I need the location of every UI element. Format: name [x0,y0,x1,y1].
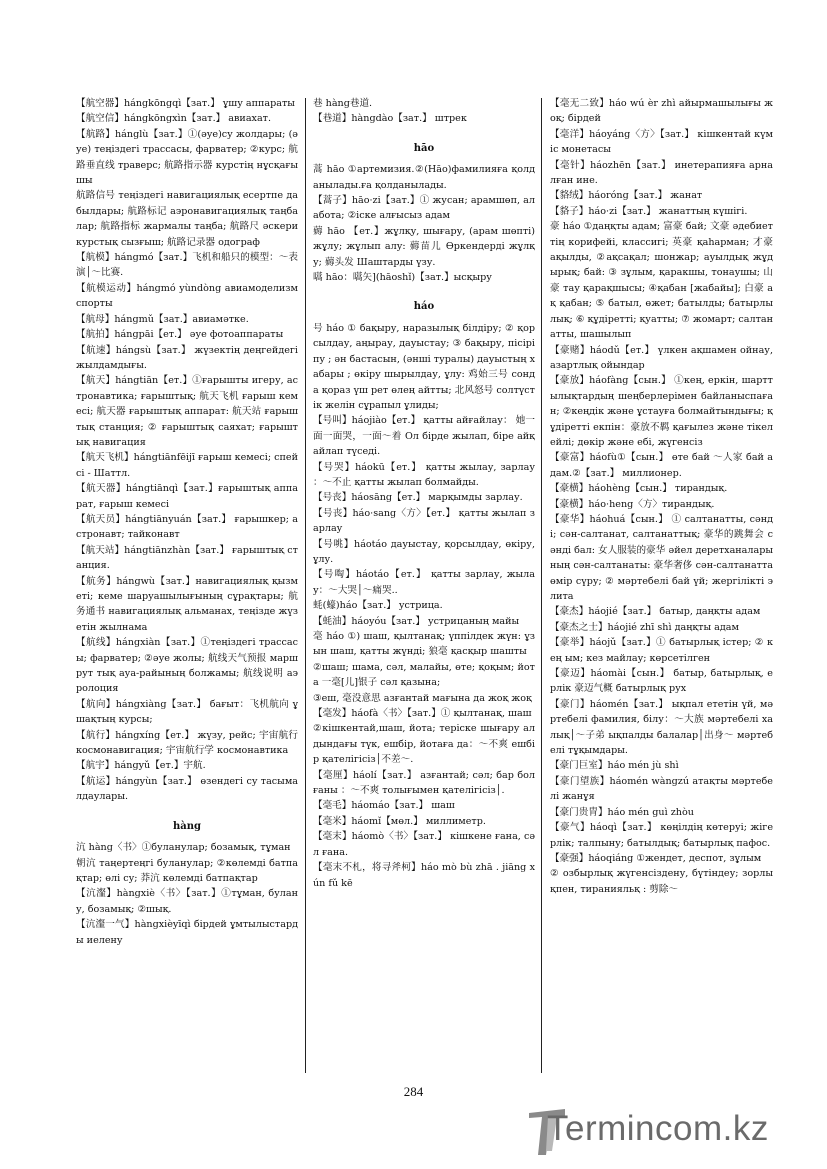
logo-text: Termincom.kz [547,1109,769,1148]
dictionary-entry: 【豪气】háoqì【зат.】 көңілдің көтеруі; жігерлік; талпыну; батылдық; батырлық пафос. [550,822,773,849]
dictionary-entry: 【貉子】háo·zi【зат.】 жанаттың күшігі. [550,205,748,217]
dictionary-entry: ②кішкентай,шаш, йота; теріске шығару алдындағы түк, ешбір, йотаға да：～不爽 ешбір қателігісіз│不差～. [313,723,535,766]
dictionary-entry: ③еш, 毫没意思 азғантай мағына да жоқ жоқ [313,692,532,704]
dictionary-entry: 【豪富】háofù①【сын.】 өте бай ～人家 бай адам.②【зат.】 миллионер. [550,452,773,479]
column-divider [541,98,542,1073]
dictionary-entry: 【豪举】háojǔ【зат.】① батырлық істер; ② кең ым; кез майлау; көрсетілген [550,637,773,664]
dictionary-entry: 【豪杰之士】háojié zhī shì даңқты адам [550,621,739,633]
dictionary-entry: 【毫毛】háomáo【зат.】 шаш [313,800,455,812]
dictionary-entry: 【航宇】hángyǔ【ет.】宇航. [76,760,206,772]
dictionary-entry: 【号咷】háotáo дауыстау, қорсылдау, өкіру, ұлу. [313,538,535,565]
dictionary-entry: 【航天】hángtiān【ет.】①ғарышты игеру, астронавтика; ғарыштық; 航天飞机 ғарыш кемесі; 航天器 ғарыштық аппарат: 航天站 ғарыштық станция; ② ғарыштық саяхат; ғарыштық навигация [76,375,298,448]
section-heading: hāo [413,142,435,154]
dictionary-entry: 【航线】hángxiàn【зат.】①теңіздегі трассасы; фарватер; ②әуе жолы; 航线天气预报 маршрут тық ауа-райының болжамы; 航线说明 аэролоция [76,637,298,695]
column-left [76,96,298,1072]
column-right [550,96,773,1072]
dictionary-entry: 【航天员】hángtiānyuán【зат.】 ғарышкер; астронавт; тайконавт [76,513,298,541]
dictionary-entry: 【沆瀣】hàngxiè〈书〉【зат.】①тұман, булану, бозамық; ②шық. [76,888,298,915]
dictionary-entry: 【豪门望族】háomén wàngzú атақты мәртебелі жанұя [550,775,773,803]
dictionary-entry: 【蚝油】háoyóu【зат.】 устрицаның майы [313,615,520,627]
dictionary-entry: 【毫米】háomǐ【мөл.】 миллиметр. [313,815,486,827]
dictionary-entry: 【航天飞机】hángtiānfēijī ғарыш кемесі; спейсі - Шаттл. [76,452,298,479]
dictionary-entry: 【航行】hángxíng【ет.】 жүзу, рейс; 宇宙航行 космонавигация; 宇宙航行学 космонавтика [76,729,298,757]
dictionary-entry: 【豪强】háoqiáng ①жендет, деспот, зұлым [550,852,762,864]
section-heading: hàng [172,820,201,832]
dictionary-entry: 号 háo ① бақыру, наразылық білдіру; ② қорсылдау, аңырау, дауыстау; ③ бақыру, пісіріпу ; ән бастасын, (әнші туралы) дауыстың хабары ; өкіру шырылдау, ұлу: 鸡始三号 сонда қораз үш рет өлең айтты; 北风怒号 солтүстік желін сұрапыл ұлиды; [313,322,535,411]
dictionary-entry: 【豪横】háohèng【сын.】 тирандық. [550,483,728,495]
dictionary-entry: 【豪迈】háomài【сын.】 батыр, батырлық, ерлік 豪迈气概 батырлық рух [550,668,773,695]
dictionary-entry: 【毫洋】háoyáng〈方〉【зат.】 кішкентай күміс монетасы [550,128,773,156]
dictionary-entry: 【号哭】háokū【ет.】 қатты жылау, зарлау ：～不止 қатты жылап болмайды. [313,461,535,488]
dictionary-entry: 【豪赌】háodǔ【ет.】 үлкен ақшамен ойнау, азартлық ойындар [550,344,773,371]
dictionary-entry: 【豪放】háofàng【сын.】 ①кең, еркін, шарттылықтардың шеңберлерімен байланыспаған; ②кеңдік және ұстауға болмайтындығы; құдіретті екпін：豪放不羁 қағылез және тікелейлі; дөкір және ебі, жүгенсіз [550,375,773,448]
dictionary-entry: 航路信号 теңіздегі навигациялық есepтпе дабылдары; 航路标记 аэронавигациялық таңбалар; 航路指标 жармалы таңба; 航路尺 әскери курстық сызғыш; 航路记录器 одограф [76,190,298,248]
dictionary-entry: 【号丧】háo·sang〈方〉【ет.】 қатты жылап зарлау [313,507,535,535]
dictionary-entry: 薅 hāo 【ет.】жұлқу, шығару, (арам шөпті) жұлу; жұлып алу: 薅苗儿 Өркендерді жұлқу; 薅头发 Шаштарды үзу. [313,225,535,268]
dictionary-entry: 蒿 hāo ①артемизия.②(Hāo)фамилияға қолданылады.ға қолданылады. [313,164,535,191]
dictionary-entry: 【航模】hángmó【зат.】飞机和船只的模型：～表演│～比赛. [76,252,298,279]
dictionary-entry: 【号叫】háojiào【ет.】 қатты айғайлау： 她一面一面哭，一面～着 Ол бірде жылап, біре айқайлап түседі. [313,415,535,458]
dictionary-entry: 【航模运动】hángmó yùndòng авиамоделизм спорты [76,282,298,310]
dictionary-entry: 【航向】hángxiàng【зат.】 бағыт：飞机航向 ұшақтың курсы; [76,698,298,726]
dictionary-entry: 豪 háo ①даңқты адам; 富豪 бай; 文豪 әдебиеттің корифейі, классигі; 英豪 қаһарман; 才豪 ақылды, ②ақсақал; шонжар; ауылдық жұдырық; бай: ③ зұлым, қаракшы, тонаушы; 山豪 тау қарақшысы; ④қабан [жабайы]; 白豪 ақ қабан; ⑤ батыл, өжет; батылды; батырлылық; ⑥ құдіретті; қуатты; ⑦ жомарт; салтанатты, шашылып [550,221,773,341]
dictionary-entry: 【豪门贵胄】háo mén guì zhòu [550,806,694,818]
dictionary-entry: 巷 hàng巷道. [313,98,373,109]
dictionary-entry: 【沆瀣一气】hàngxièyīqì бірдей ұмтылыстарды иелену [76,919,298,946]
dictionary-entry: 【航空器】hángkōngqì【зат.】 ұшу аппараты [76,98,295,109]
dictionary-entry: 毫 háo ①) шаш, қылтанақ; үппілдек жүн: ұзын шаш, қатты жүнді; 狼毫 қасқыр шашты [313,631,535,658]
dictionary-entry: 【豪门巨室】háo mén jù shì [550,760,679,772]
dictionary-entry: 【航母】hángmǔ【зат.】авиамәтке. [76,313,249,325]
site-logo [527,1103,812,1159]
dictionary-entry: 【航运】hángyùn【зат.】 өзендегі су тасымалдаулары. [76,775,298,803]
column-divider [305,98,306,1073]
dictionary-entry: 【貉绒】háoróng【зат.】 жанат [550,190,703,202]
dictionary-entry: 【航拍】hángpāi【ет.】 әуе фотоаппараты [76,329,284,341]
dictionary-entry: 沆 hàng〈书〉①буланулар; бозамық, тұман [76,842,291,854]
dictionary-entry: 【巷道】hàngdào【зат.】 штрек [313,113,467,125]
dictionary-entry: ② озбырлық жүгенсіздену, бүтіндеу; зорлықпен, тиранияльқ : 剪除～ [550,868,773,895]
dictionary-entry: 朝沆 таңертеңгі буланулар; ②көлемді батпақтар; өлі су; 莽沆 көлемді батпақтар [76,857,298,884]
column-middle [313,96,535,1072]
dictionary-entry: 【毫末】háomò〈书〉【зат.】 кішкене ғана, сәл ғана. [313,831,535,858]
dictionary-entry: 【毫发】háofà〈书〉【зат.】① қылтанақ, шаш [313,708,532,720]
dictionary-entry: 【航天站】hángtiānzhàn【зат.】 ғарыштық станция. [76,544,298,572]
dictionary-entry: 【航速】hángsù【зат.】 жүзектің деңгейдегі жылдамдығы. [76,344,298,371]
dictionary-entry: 【航天器】hángtiānqì【зат.】ғарыштық аппарат, ғарыш кемесі [76,483,298,510]
dictionary-entry: 【号丧】háosāng【ет.】 марқымды зарлау. [313,492,523,504]
dictionary-entry: 【豪华】háohuá【сын.】 ① салтанатты, сәнді; сән-салтанат, салтанаттық; 豪华的跳舞会 сәнді бал: 女人服装的豪华 әйел деретханаларының сән-салтанаты: 豪华奢侈 сән-салтанатта өмір сүру; ② мәртебелі бай үй; жергілікті элита [550,513,773,602]
dictionary-entry: ②шаш; шама, сәл, малайы, өте; қоқым; йота 一毫[儿]银子 сәл қазына; [313,661,535,689]
dictionary-entry: 蚝(蠔)háo【зат.】 устрица. [313,600,443,612]
dictionary-entry: 【毫无二致】háo wú èr zhì айырмашылығы жоқ; бірдей [550,98,773,125]
dictionary-entry: 嚆 hāo：嚆矢](hāoshǐ)【зат.】ысқыру [313,272,492,284]
dictionary-entry: 【航路】hánglù【зат.】①(әуе)су жолдары; (әуе) теңіздегі трассасы, фарватер; ②курс; 航路垂直线 траверс; 航路指示器 курстің нұсқағышы [76,128,298,187]
dictionary-entry: 【毫针】háozhēn【зат.】 инетерапияға арналған ине. [550,159,773,187]
dictionary-entry: 【毫厘】háolí【зат.】 азғантай; сәл; бар болғаны ：～不爽 толығымен қателігісіз│. [313,769,535,797]
dictionary-entry: 【豪门】háomén【зат.】 ықпал ететін үй, мәртебелі фамилия, білу：～大族 мәртебелі халық│～子弟 ықпалды балалар│出身～ мәртебелі тұқымдары. [550,698,773,757]
dictionary-entry: 【毫末不札，将寻斧柯】háo mò bù zhā . jiāng xún fǔ kē [313,862,535,889]
section-heading: háo [413,301,435,313]
dictionary-entry: 【豪横】háo·heng〈方〉тирандық. [550,498,715,510]
dictionary-entry: 【蒿子】hāo·zi【зат.】① жусан; арамшөп, алабота; ②іске алғысыз адам [313,195,535,222]
dictionary-entry: 【豪杰】háojié【зат.】 батыр, даңқты адам [550,606,761,618]
dictionary-entry: 【航空信】hángkōngxìn【зат.】 авиахат. [76,113,272,125]
dictionary-entry: 【航务】hángwù【зат.】навигациялық қызметі; кеме шаруашылығының сұрақтары; 航务通书 навигациялық альманах, теңізде жүзетін жылнама [76,575,298,633]
dictionary-entry: 【号啕】háotáo【ет.】 қатты зарлау, жылау：～大哭│～痛哭.. [313,569,535,596]
page-number: 284 [403,1084,424,1099]
